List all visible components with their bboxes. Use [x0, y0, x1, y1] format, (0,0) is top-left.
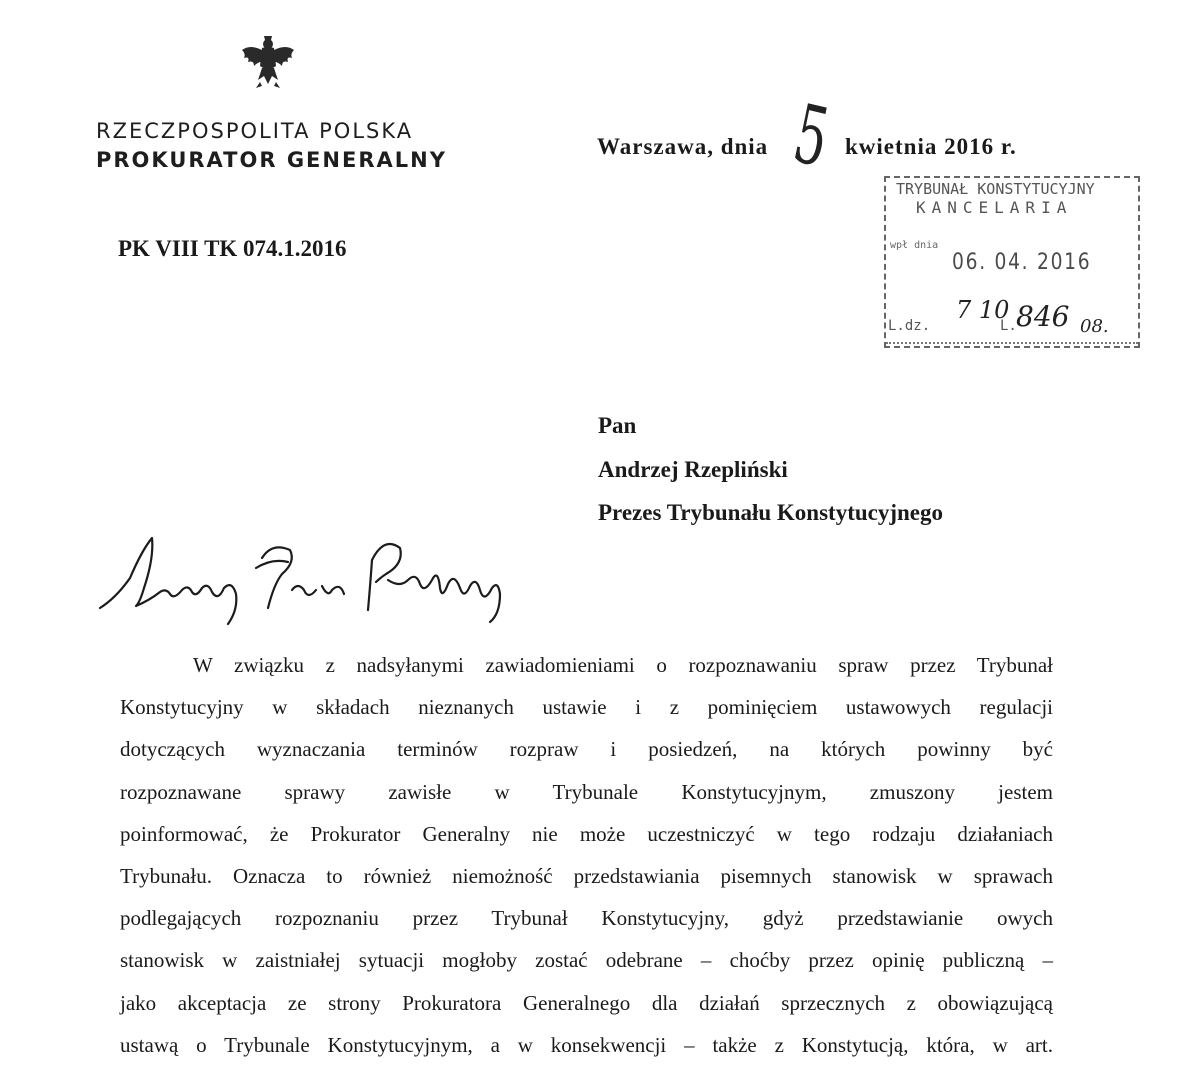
recipient-salutation: Pan: [598, 413, 637, 438]
recipient-block: [598, 404, 943, 535]
dateline-day-handwritten: 5: [792, 86, 832, 188]
recipient-title: Prezes Trybunału Konstytucyjnego: [598, 500, 944, 525]
body-line: poinformować, że Prokurator Generalny nie może uczestniczyć w tego rodzaju działaniach: [120, 821, 1053, 846]
recipient-name: Andrzej Rzepliński: [598, 456, 788, 482]
stamp-l-suffix: 08.: [1080, 316, 1109, 337]
polish-eagle-emblem-icon: [240, 32, 296, 90]
issuer-office: PROKURATOR GENERALNY: [96, 148, 447, 172]
dateline-place: Warszawa, dnia: [597, 134, 769, 159]
body-line: stanowisk w zaistniałej sytuacji mogłoby zostać odebrane – choćby przez opinię publiczną –: [120, 948, 1053, 973]
dateline: [597, 86, 1067, 188]
receipt-stamp: [884, 176, 1140, 348]
stamp-l-number: 846: [1016, 300, 1070, 333]
stamp-ldz-number: 7 10: [956, 296, 1010, 324]
stamp-dotted-line: [886, 342, 1138, 344]
body-line: podlegających rozpoznaniu przez Trybunał Konstytucyjny, gdyż przedstawianie owych: [120, 906, 1053, 931]
stamp-date: 06. 04. 2016: [952, 250, 1092, 275]
stamp-office: KANCELARIA: [916, 198, 1073, 217]
body-line: Trybunału. Oznacza to również niemożność przedstawiania pisemnych stanowisk w sprawach: [120, 864, 1053, 889]
reference-number: PK VIII TK 074.1.2016: [118, 236, 347, 261]
stamp-institution: TRYBUNAŁ KONSTYTUCYJNY: [896, 180, 1095, 198]
body-line: ustawą o Trybunale Konstytucyjnym, a w konsekwencji – także z Konstytucją, która, w art.: [120, 1032, 1053, 1057]
body-line: rozpoznawane sprawy zawisłe w Trybunale Konstytucyjnym, zmuszony jestem: [120, 779, 1053, 804]
issuer-country: RZECZPOSPOLITA POLSKA: [96, 119, 414, 143]
body-line: dotyczących wyznaczania terminów rozpraw i posiedzeń, na których powinny być: [120, 737, 1053, 762]
stamp-received-label: wpł dnia: [890, 240, 939, 251]
issuer-block: [96, 117, 447, 175]
handwritten-greeting: [96, 528, 526, 628]
body-line: jako akceptacja ze strony Prokuratora Generalnego dla działań sprzecznych z obowiązującą: [120, 990, 1053, 1015]
stamp-l-label: L.: [1000, 318, 1017, 334]
body-line: Konstytucyjny w składach nieznanych ustawie i z pominięciem ustawowych regulacji: [120, 695, 1053, 720]
stamp-ldz-label: L.dz.: [888, 318, 931, 334]
dateline-month-year: kwietnia 2016 r.: [845, 134, 1017, 159]
body-line: W związku z nadsyłanymi zawiadomieniami o rozpoznawaniu spraw przez Trybunał: [193, 653, 1053, 677]
letter-body: [120, 644, 1053, 1066]
